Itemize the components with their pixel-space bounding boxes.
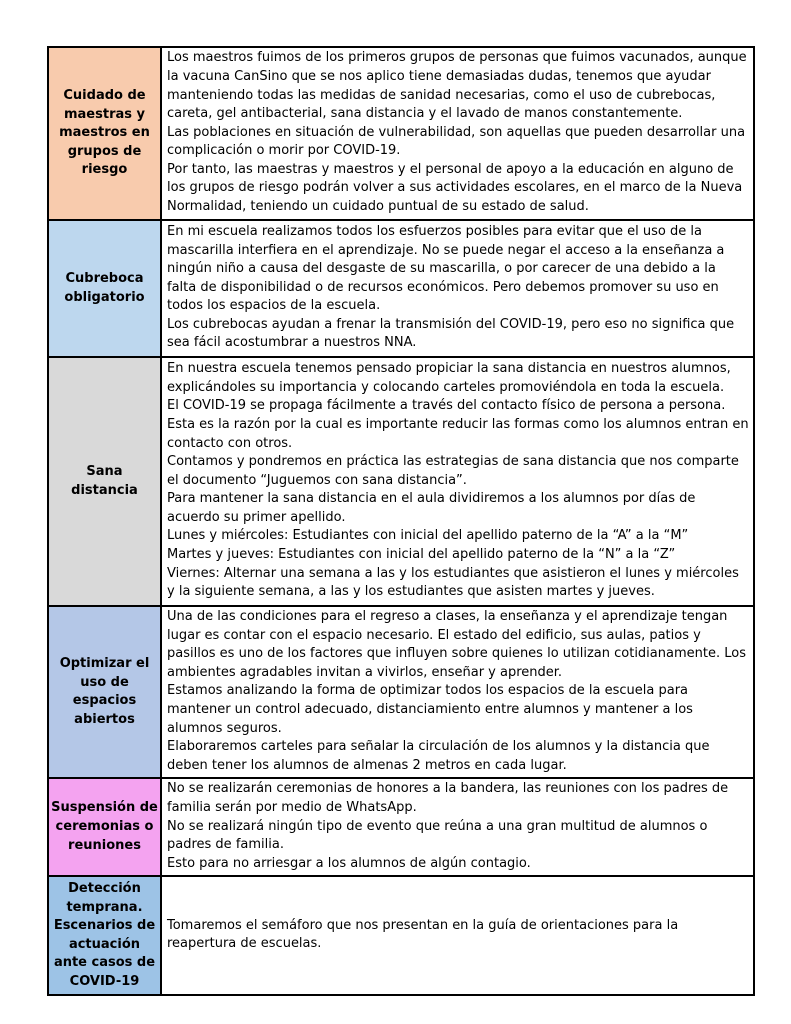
paragraph: Esto para no arriesgar a los alumnos de algún contagio. — [167, 855, 531, 871]
paragraph: No se realizarán ceremonias de honores a la bandera, las reuniones con los padres de familia serán por medio de WhatsApp. — [167, 781, 729, 815]
row-label-suspension-ceremonias: Suspensión de ceremonias o reuniones — [48, 778, 161, 876]
row-label-sana-distancia: Sana distancia — [48, 357, 161, 606]
table-row-cuidado-maestros — [48, 47, 754, 220]
paragraph: En mi escuela realizamos todos los esfuerzos posibles para evitar que el uso de la mascarilla interfiera en el aprendizaje. No se puede negar el acceso a la enseñanza a ningún niño a causa del desgaste de su mascarilla, o por carecer de una debido a la falta de disponibilidad o de recursos económicos. Pero debemos promover su uso en todos los espacios de la escuela. — [167, 223, 725, 314]
row-content-cubreboca — [161, 220, 754, 357]
paragraph: Las poblaciones en situación de vulnerabilidad, son aquellas que pueden desarrollar una complicación o morir por COVID-19. — [167, 124, 746, 159]
row-label-deteccion-temprana: Detección temprana. Escenarios de actuación ante casos de COVID-19 — [48, 876, 161, 995]
paragraph: Contamos y pondremos en práctica las estrategias de sana distancia que nos comparte el documento “Juguemos con sana distancia”. — [167, 454, 739, 488]
row-content-sana-distancia — [161, 357, 754, 606]
paragraph: Para mantener la sana distancia en el aula dividiremos a los alumnos por días de acuerdo su primer apellido. — [167, 491, 696, 525]
paragraph: Tomaremos el semáforo que nos presentan en la guía de orientaciones para la reapertura de escuelas. — [167, 917, 679, 952]
paragraph: Por tanto, las maestras y maestros y el personal de apoyo a la educación en alguno de los grupos de riesgo podrán volver a sus actividades escolares, en el marco de la Nueva Normalidad, teniendo un cuidado puntual de su estado de salud. — [167, 161, 743, 215]
paragraph: Una de las condiciones para el regreso a clases, la enseñanza y el aprendizaje tengan lugar es contar con el espacio necesario. El estado del edificio, sus aulas, patios y pasillos es uno de los factores que influyen sobre quienes lo utilizan cotidianamente. Los ambientes agradables invitan a vivirlos, enseñar y aprender. — [167, 609, 746, 680]
paragraph: Estamos analizando la forma de optimizar todos los espacios de la escuela para mantener un control adecuado, distanciamiento entre alumnos y mantener a los alumnos seguros. — [167, 683, 693, 736]
paragraph: Los cubrebocas ayudan a frenar la transmisión del COVID-19, pero eso no significa que sea fácil acostumbrar a nuestros NNA. — [167, 316, 735, 351]
paragraph: El COVID-19 se propaga fácilmente a través del contacto físico de persona a persona. Esta es la razón por la cual es importante reducir las formas como los alumnos entran en contacto con otros. — [167, 398, 749, 451]
row-label-optimizar-espacios: Optimizar el uso de espacios abiertos — [48, 606, 161, 778]
paragraph: No se realizará ningún tipo de evento que reúna a una gran multitud de alumnos o padres de familia. — [167, 818, 708, 853]
table-row-cubreboca — [48, 220, 754, 357]
paragraph: Viernes: Alternar una semana a las y los estudiantes que asistieron el lunes y miércoles y la siguiente semana, a las y los estudiantes que asisten martes y jueves. — [167, 565, 739, 600]
row-content-deteccion-temprana — [161, 876, 754, 995]
row-label-cuidado-maestros: Cuidado de maestras y maestros en grupos de riesgo — [48, 47, 161, 220]
paragraph: Martes y jueves: Estudiantes con inicial del apellido paterno de la “N” a la “Z” — [167, 547, 676, 563]
paragraph: Lunes y miércoles: Estudiantes con inicial del apellido paterno de la “A” a la “M” — [167, 528, 689, 544]
paragraph: Los maestros fuimos de los primeros grupos de personas que fuimos vacunados, aunque la vacuna CanSino que se nos aplico tiene demasiadas dudas, tenemos que ayudar manteniendo todas las medidas de sanidad necesarias, como el uso de cubrebocas, careta, gel antibacterial, sana distancia y el lavado de manos constantemente. — [167, 50, 747, 122]
table-row-sana-distancia — [48, 357, 754, 606]
paragraph: En nuestra escuela tenemos pensado propiciar la sana distancia en nuestros alumnos, explicándoles su importancia y colocando carteles promoviéndola en toda la escuela. — [167, 361, 731, 395]
table-row-suspension-ceremonias — [48, 778, 754, 876]
row-label-cubreboca: Cubreboca obligatorio — [48, 220, 161, 357]
table-row-optimizar-espacios — [48, 606, 754, 778]
paragraph: Elaboraremos carteles para señalar la circulación de los alumnos y la distancia que deben tener los alumnos de almenas 2 metros en cada lugar. — [167, 739, 710, 773]
row-content-optimizar-espacios — [161, 606, 754, 778]
row-content-cuidado-maestros — [161, 47, 754, 220]
table-row-deteccion-temprana — [48, 876, 754, 995]
protocol-table — [47, 46, 755, 996]
row-content-suspension-ceremonias — [161, 778, 754, 876]
